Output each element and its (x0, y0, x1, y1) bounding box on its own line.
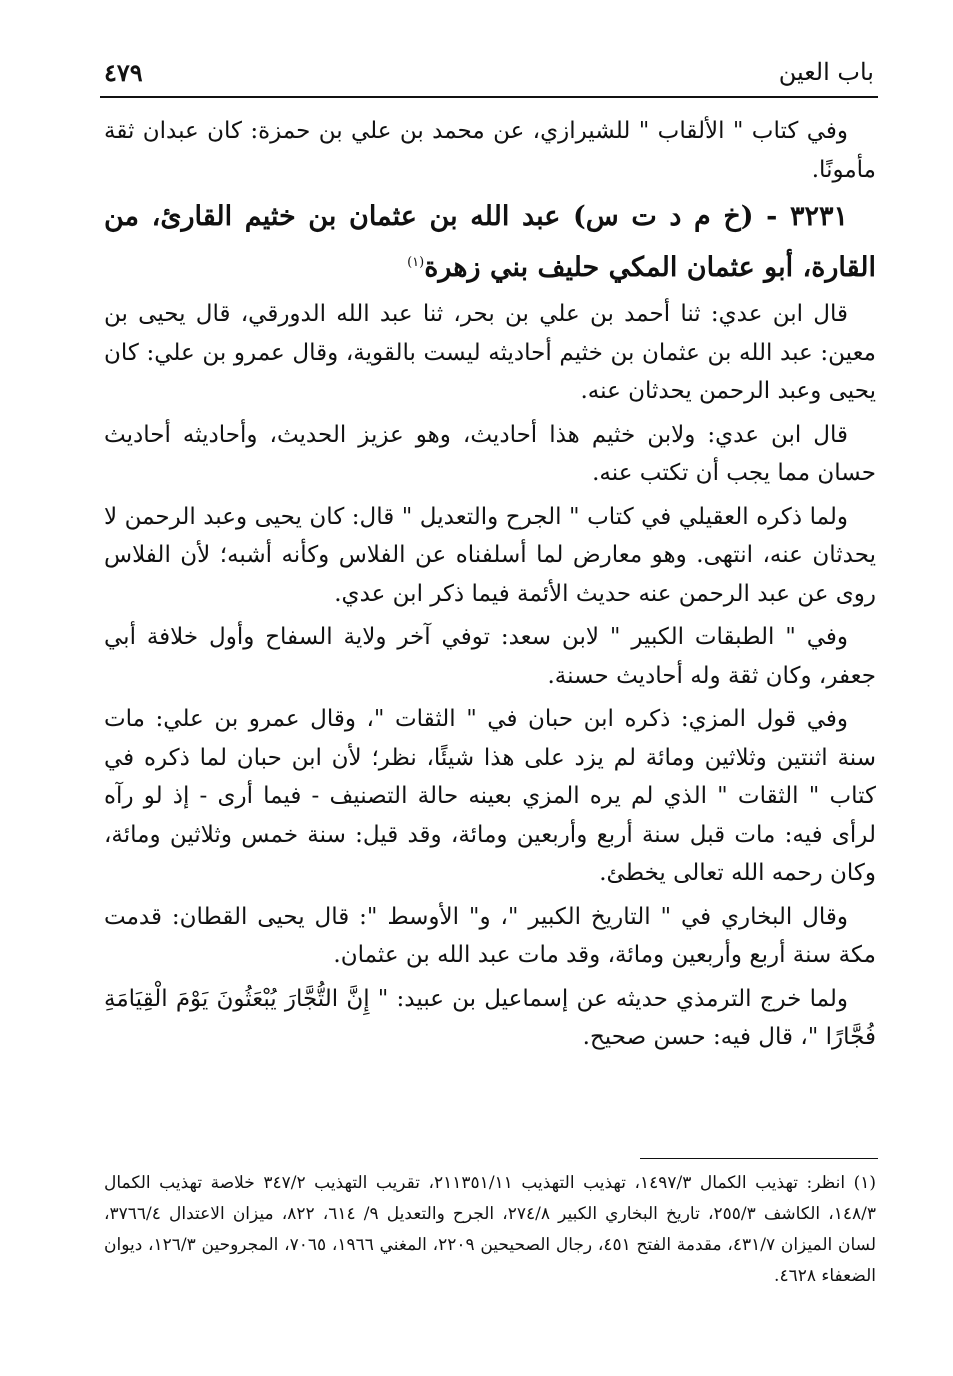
body-paragraph: وفي " الطبقات الكبير " لابن سعد: توفي آخر ولاية السفاح وأول خلافة أبي جعفر، وكان ثقة وله أحاديث حسنة. (104, 624, 876, 689)
body-paragraph: قال ابن عدي: ولابن خثيم هذا أحاديث، وهو عزيز الحديث، وأحاديثه أحاديث حسان مما يجب أن تكتب عنه. (104, 421, 876, 486)
entry-title-text: ٣٢٣١ - (خ م د ت س) عبد الله بن عثمان بن خثيم القارئ، من القارة، أبو عثمان المكي حليف بني زهرة (104, 201, 876, 283)
body-paragraph: ولما ذكره العقيلي في كتاب " الجرح والتعديل " قال: كان يحيى وعبد الرحمن لا يحدثان عنه، انتهى. وهو معارض لما أسلفناه عن الفلاس وكأنه أشبه؛ لأن الفلاس روى عن عبد الرحمن عنه حديث الأئمة فيما ذكر ابن عدي. (104, 503, 876, 607)
running-header (100, 52, 878, 98)
body-paragraph: ولما خرج الترمذي حديثه عن إسماعيل بن عبيد: " إِنَّ التُّجَّارَ يُبْعَثُونَ يَوْمَ الْقِيَامَةِ فُجَّارًا "، قال فيه: حسن صحيح. (104, 985, 876, 1050)
chapter-title: باب العين (778, 58, 874, 86)
page-number: ٤٧٩ (104, 58, 143, 87)
body-paragraph: قال ابن عدي: ثنا أحمد بن علي بن بحر، ثنا عبد الله الدورقي، قال يحيى بن معين: عبد الله بن عثمان بن خثيم أحاديثه ليست بالقوية، وقال عمرو بن علي: كان يحيى وعبد الرحمن يحدثان عنه. (104, 301, 876, 404)
body-paragraph: وفي قول المزي: ذكره ابن حبان في " الثقات "، وقال عمرو بن علي: مات سنة اثنتين وثلاثين ومائة لم يزد على هذا شيئًا، نظر؛ لأن ابن حبان لما ذكره في كتاب " الثقات " الذي لم يره المزي بعينه حالة التصنيف - فيما أرى - إذ لو رآه لرأى فيه: مات قبل سنة أربع وأربعين ومائة، وقد قيل: سنة خمس وثلاثين ومائة، وكان رحمه الله تعالى يخطئ. (104, 706, 876, 886)
main-text (104, 112, 876, 1062)
intro-paragraph: وفي كتاب " الألقاب " للشيرازي، عن محمد بن علي بن حمزة: كان عبدان ثقة مأمونًا. (104, 118, 876, 183)
footnote-separator (640, 1158, 878, 1159)
footnote-reference[interactable]: (١) (407, 255, 425, 270)
body-paragraph: وقال البخاري في " التاريخ الكبير "، و" الأوسط ": قال يحيى القطان: قدمت مكة سنة أربع وأربعين ومائة، وقد مات عبد الله بن عثمان. (104, 903, 876, 968)
entry-heading (104, 194, 876, 291)
footnote: (١) انظر: تهذيب الكمال ١٤٩٧/٣، تهذيب التهذيب ٢١١٣٥١/١١، تقريب التهذيب ٣٤٧/٢ خلاصة تهذيب الكمال ١٤٨/٣، الكاشف ٢٥٥/٣، تاريخ البخاري الكبير ٢٧٤/٨، الجرح والتعديل ٩/ ٦١٤، ٨٢٢، ميزان الاعتدال ٣٧٦٦/٤، لسان الميزان ٤٣١/٧، مقدمة الفتح ٤٥١، رجال الصحيحين ٢٢٠٩، المغني ١٩٦٦، ٧٠٦٥، المجروحين ١٢٦/٣، ديوان الضعفاء ٤٦٢٨. (104, 1173, 877, 1286)
